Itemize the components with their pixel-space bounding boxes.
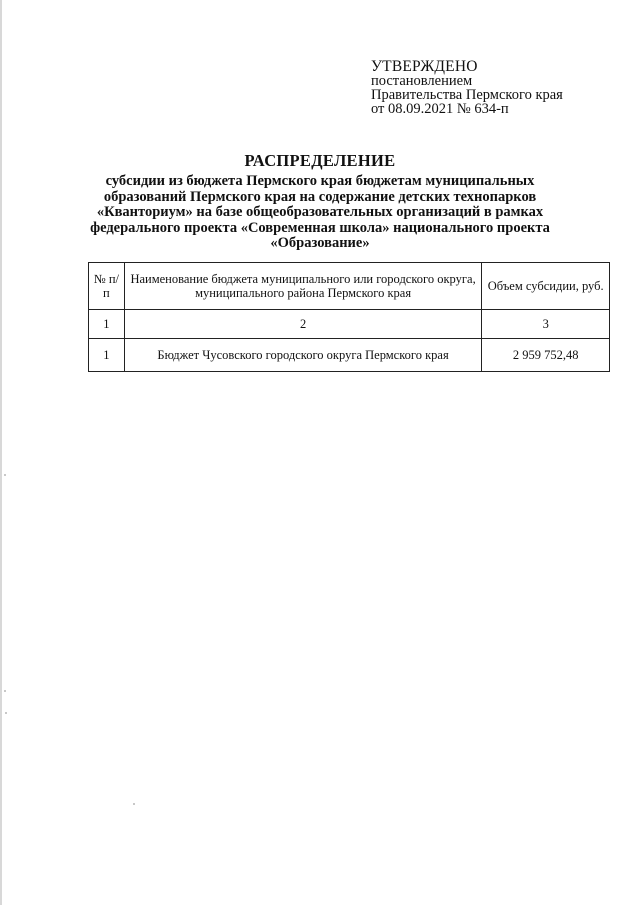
row-amount: 2 959 752,48 xyxy=(482,339,610,372)
title-heading: РАСПРЕДЕЛЕНИЕ xyxy=(244,151,396,170)
column-number-2: 2 xyxy=(124,310,482,339)
approval-line-3: от 08.09.2021 № 634-п xyxy=(371,101,509,117)
distribution-table xyxy=(88,262,610,372)
header-amount: Объем субсидии, руб. xyxy=(482,263,610,310)
header-name: Наименование бюджета муниципального или городского округа, муниципального района Пермского края xyxy=(124,263,482,310)
approval-line-1: постановлением xyxy=(371,73,473,89)
page-edge xyxy=(0,0,2,905)
scan-speck xyxy=(5,712,7,714)
row-num: 1 xyxy=(89,339,125,372)
column-number-1: 1 xyxy=(89,310,125,339)
approval-stamp xyxy=(371,60,631,116)
approval-line-2: Правительства Пермского края xyxy=(371,87,563,103)
header-num: № п/п xyxy=(89,263,125,310)
title-subtitle: субсидии из бюджета Пермского края бюджетам муниципальных образований Пермского края на содержание детских технопарков «Кванториум» на базе общеобразовательных организаций в рамках федерального проекта «Современная школа» национального проекта «Образование» xyxy=(90,173,550,251)
column-number-3: 3 xyxy=(482,310,610,339)
table-row xyxy=(89,339,610,372)
table-header-row xyxy=(89,263,610,310)
approved-label: УТВЕРЖДЕНО xyxy=(371,58,478,75)
row-name: Бюджет Чусовского городского округа Пермского края xyxy=(124,339,482,372)
column-numbers-row xyxy=(89,310,610,339)
scan-speck xyxy=(133,803,135,805)
scan-speck xyxy=(4,690,6,692)
scan-speck xyxy=(4,474,6,476)
document-title xyxy=(80,151,560,252)
